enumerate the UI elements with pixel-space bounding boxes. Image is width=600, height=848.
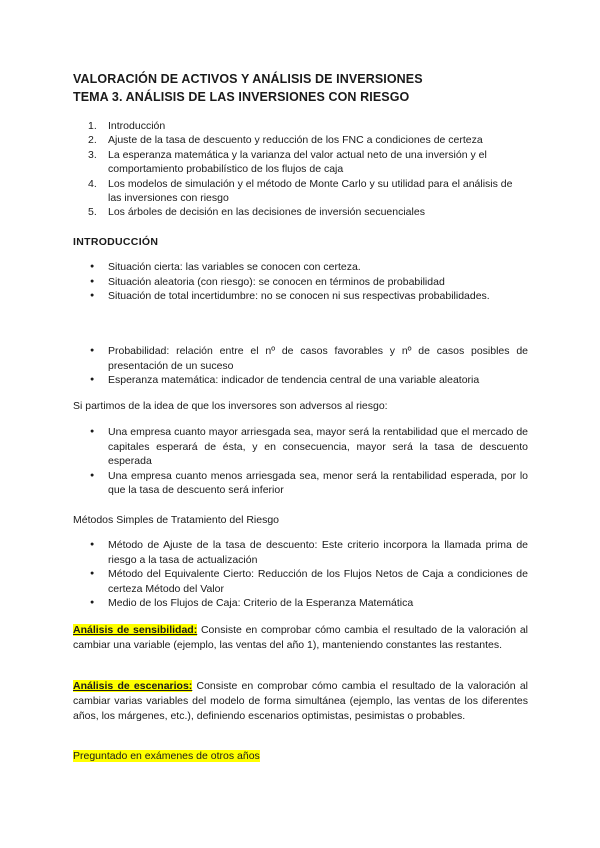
probability-list: [88, 344, 528, 388]
toc-item: 4. Los modelos de simulación y el método de Monte Carlo y su utilidad para el análisis de las inversiones con riesgo: [88, 177, 513, 205]
toc-item: 3. La esperanza matemática y la varianza del valor actual neto de una inversión y el comportamiento probabilístico de los flujos de caja: [88, 148, 487, 176]
certainty-list: [88, 260, 528, 304]
toc-item: 5. Los árboles de decisión en las decisiones de inversión secuenciales: [88, 206, 425, 219]
list-item: ● Una empresa cuanto mayor arriesgada sea, mayor será la rentabilidad que el mercado de capitales esperará de ésta, y en consecuencia, mayor será la tasa de descuento esperada: [88, 425, 528, 469]
toc-item: 1. Introducción: [88, 120, 166, 132]
sensitivity-paragraph: [73, 623, 528, 653]
exam-note-text: Preguntado en exámenes de otros años: [73, 750, 260, 762]
methods-list: [88, 538, 528, 611]
sensitivity-text: Consiste en comprobar cómo cambia el resultado de la valoración al cambiar una variable (ejemplo, las ventas del año 1), manteniendo constantes las restantes.: [73, 624, 528, 651]
adverse-intro: Si partimos de la idea de que los inversores son adversos al riesgo:: [73, 400, 388, 412]
list-item: ● Una empresa cuanto menos arriesgada sea, menor será la rentabilidad esperada, por lo que la tasa de descuento será inferior: [88, 469, 528, 498]
scenarios-text: Consiste en comprobar cómo cambia el resultado de la valoración al cambiar varias variables del modelo de forma simultánea (ejemplo, las ventas de los diferentes años, los márgenes, etc.), definiendo escenarios optimistas, pesimistas o probables.: [73, 680, 528, 722]
scenarios-paragraph: [73, 679, 528, 724]
course-title: VALORACIÓN DE ACTIVOS Y ANÁLISIS DE INVERSIONES: [73, 72, 423, 86]
adverse-list: [88, 425, 528, 498]
topic-title: TEMA 3. ANÁLISIS DE LAS INVERSIONES CON RIESGO: [73, 90, 410, 104]
list-item: ● Medio de los Flujos de Caja: Criterio de la Esperanza Matemática: [88, 596, 528, 611]
sensitivity-label: Análisis de sensibilidad:: [73, 624, 198, 636]
section-heading-introduccion: INTRODUCCIÓN: [73, 236, 159, 248]
list-item: ● Esperanza matemática: indicador de tendencia central de una variable aleatoria: [88, 373, 528, 388]
table-of-contents: [88, 119, 528, 220]
list-item: ● Método de Ajuste de la tasa de descuento: Este criterio incorpora la llamada prima de riesgo a la tasa de actualización: [88, 538, 528, 567]
list-item: ● Método del Equivalente Cierto: Reducción de los Flujos Netos de Caja a condiciones de certeza Método del Valor: [88, 567, 528, 596]
list-item: ● Probabilidad: relación entre el nº de casos favorables y nº de casos posibles de presentación de un suceso: [88, 344, 528, 373]
scenarios-label: Análisis de escenarios:: [73, 680, 193, 692]
exam-note: [73, 749, 528, 764]
list-item: ● Situación de total incertidumbre: no se conocen ni sus respectivas probabilidades.: [88, 289, 528, 304]
list-item: ● Situación cierta: las variables se conocen con certeza.: [88, 260, 528, 275]
list-item: ● Situación aleatoria (con riesgo): se conocen en términos de probabilidad: [88, 275, 528, 290]
methods-heading: Métodos Simples de Tratamiento del Riesgo: [73, 514, 280, 526]
toc-item: 2. Ajuste de la tasa de descuento y reducción de los FNC a condiciones de certeza: [88, 134, 483, 147]
